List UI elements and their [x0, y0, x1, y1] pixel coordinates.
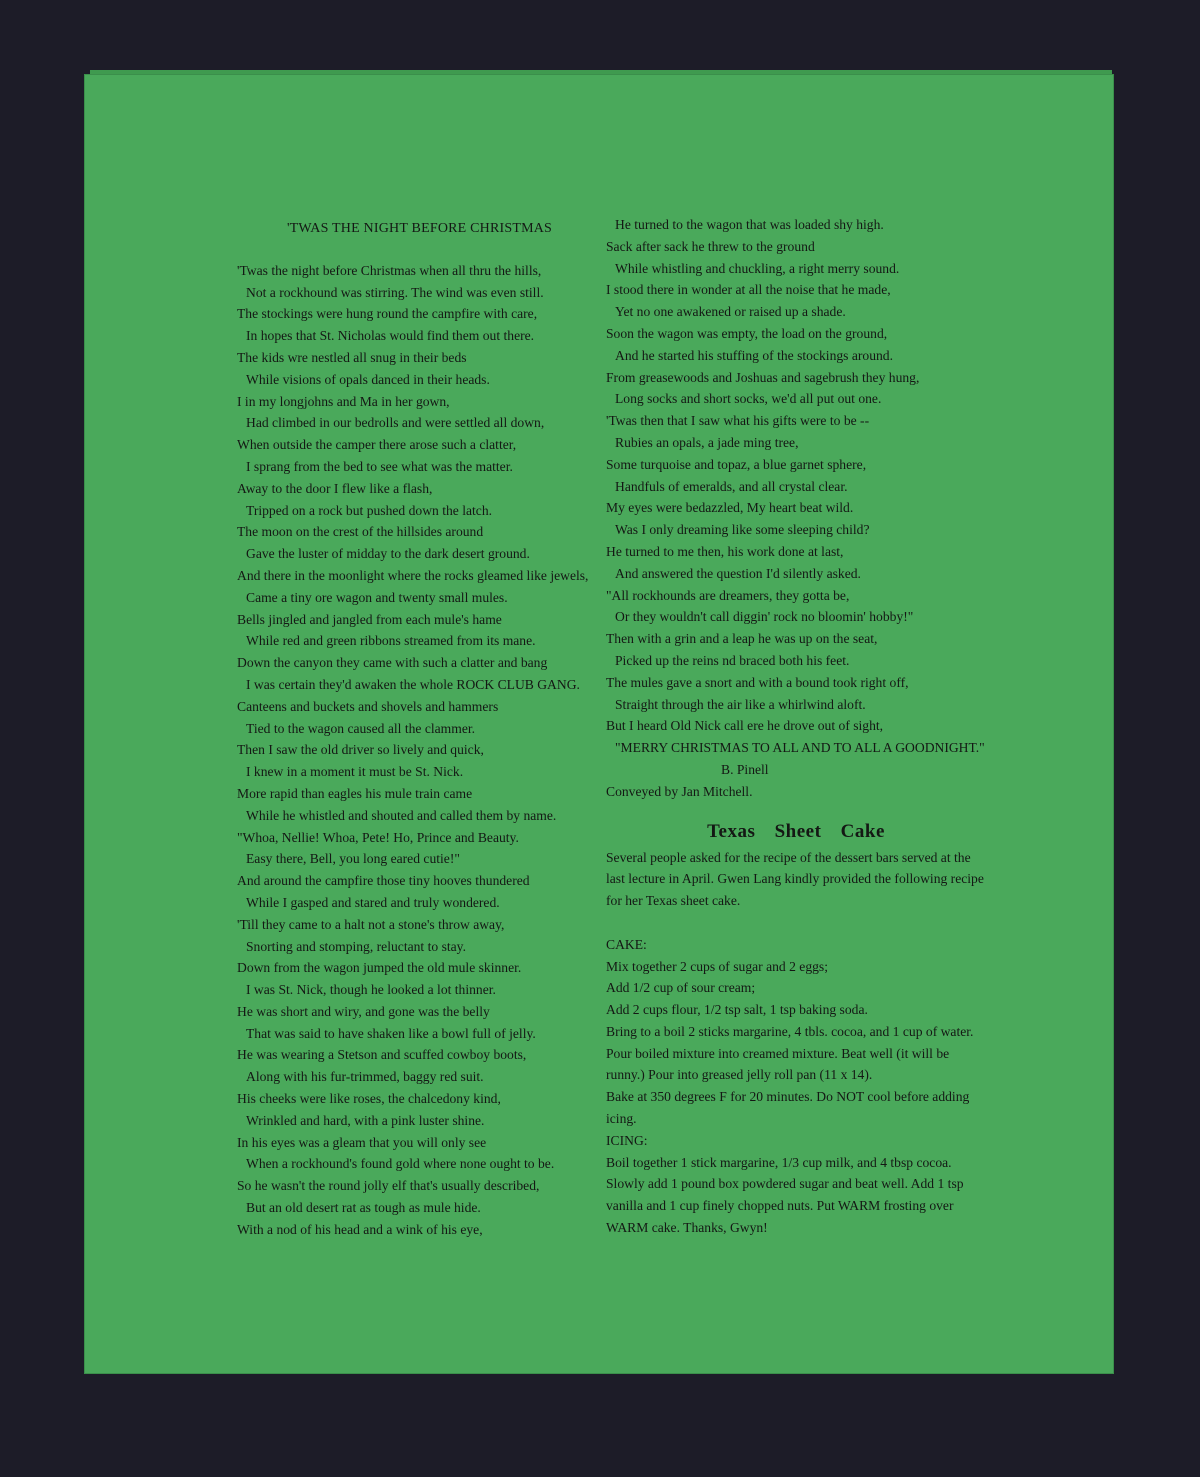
poem-author: B. Pinell	[721, 761, 769, 777]
cake-step: Add 2 cups flour, 1/2 tsp salt, 1 tsp baking soda.	[606, 1002, 868, 1018]
poem-line: But an old desert rat as tough as mule hide.	[246, 1200, 481, 1216]
poem-line: "MERRY CHRISTMAS TO ALL AND TO ALL A GOODNIGHT."	[615, 740, 985, 756]
poem-line: With a nod of his head and a wink of his eye,	[237, 1221, 483, 1237]
poem-line: Not a rockhound was stirring. The wind was even still.	[246, 284, 544, 300]
cake-step: Mix together 2 cups of sugar and 2 eggs;	[606, 958, 828, 974]
poem-line: While he whistled and shouted and called them by name.	[246, 807, 557, 823]
poem-line: Tripped on a rock but pushed down the latch.	[246, 502, 493, 518]
poem-line: The kids wre nestled all snug in their beds	[237, 349, 467, 365]
poem-left-column	[237, 218, 602, 1241]
poem-line: In his eyes was a gleam that you will only see	[237, 1134, 487, 1150]
poem-line: He turned to me then, his work done at last,	[606, 543, 844, 559]
icing-heading: ICING:	[606, 1132, 648, 1148]
poem-line: When a rockhound's found gold where none ought to be.	[246, 1156, 555, 1172]
poem-line: While whistling and chuckling, a right merry sound.	[615, 260, 900, 276]
poem-line: Canteens and buckets and shovels and hammers	[237, 698, 499, 714]
poem-line: Or they wouldn't call diggin' rock no bloomin' hobby!"	[615, 609, 914, 625]
poem-line: Tied to the wagon caused all the clammer.	[246, 720, 476, 736]
poem-line: Then with a grin and a leap he was up on the seat,	[606, 631, 878, 647]
poem-line: Was I only dreaming like some sleeping child?	[615, 522, 870, 538]
icing-instructions: Boil together 1 stick margarine, 1/3 cup milk, and 4 tbsp cocoa. Slowly add 1 pound box powdered sugar and beat well. Add 1 tsp vanilla and 1 cup finely chopped nuts. Put WARM frosting over WARM cake. Thanks, Gwyn!	[606, 1154, 964, 1236]
poem-line: "All rockhounds are dreamers, they gotta be,	[606, 587, 850, 603]
poem-line: I was certain they'd awaken the whole ROCK CLUB GANG.	[246, 676, 580, 692]
poem-line: Along with his fur-trimmed, baggy red suit.	[246, 1069, 484, 1085]
poem-line: And around the campfire those tiny hooves thundered	[237, 873, 530, 889]
poem-line: Wrinkled and hard, with a pink luster shine.	[246, 1112, 485, 1128]
poem-line: And there in the moonlight where the rocks gleamed like jewels,	[237, 567, 589, 583]
poem-line: Soon the wagon was empty, the load on the ground,	[606, 325, 888, 341]
poem-line: Straight through the air like a whirlwind aloft.	[615, 696, 866, 712]
poem-line: I stood there in wonder at all the noise that he made,	[606, 282, 891, 298]
poem-line: In hopes that St. Nicholas would find them out there.	[246, 328, 535, 344]
poem-line: 'Till they came to a halt not a stone's throw away,	[237, 916, 505, 932]
poem-line: 'Twas the night before Christmas when all thru the hills,	[237, 262, 542, 278]
poem-line: And he started his stuffing of the stockings around.	[615, 347, 894, 363]
poem-line: Some turquoise and topaz, a blue garnet sphere,	[606, 456, 867, 472]
poem-line: Down from the wagon jumped the old mule skinner.	[237, 960, 522, 976]
poem-line: Had climbed in our bedrolls and were settled all down,	[246, 415, 545, 431]
poem-line: That was said to have shaken like a bowl full of jelly.	[246, 1025, 536, 1041]
poem-line: Came a tiny ore wagon and twenty small mules.	[246, 589, 508, 605]
poem-line: My eyes were bedazzled, My heart beat wild.	[606, 500, 854, 516]
poem-line: The moon on the crest of the hillsides around	[237, 524, 484, 540]
poem-line: When outside the camper there arose such a clatter,	[237, 437, 517, 453]
poem-line: Sack after sack he threw to the ground	[606, 238, 815, 254]
poem-line: Bells jingled and jangled from each mule's hame	[237, 611, 502, 627]
poem-line: Away to the door I flew like a flash,	[237, 480, 433, 496]
poem-title: 'TWAS THE NIGHT BEFORE CHRISTMAS	[286, 221, 553, 236]
poem-line: So he wasn't the round jolly elf that's usually described,	[237, 1178, 540, 1194]
poem-line: Snorting and stomping, reluctant to stay.	[246, 938, 466, 954]
poem-line: From greasewoods and Joshuas and sagebrush they hung,	[606, 369, 920, 385]
poem-line: The stockings were hung round the campfire with care,	[237, 306, 538, 322]
poem-line: He was wearing a Stetson and scuffed cowboy boots,	[237, 1047, 527, 1063]
poem-line: Rubies an opals, a jade ming tree,	[615, 434, 799, 450]
poem-line: But I heard Old Nick call ere he drove out of sight,	[606, 718, 884, 734]
poem-line: While red and green ribbons streamed from its mane.	[246, 633, 536, 649]
poem-line: I was St. Nick, though he looked a lot thinner.	[246, 982, 496, 998]
poem-line: Easy there, Bell, you long eared cutie!"	[246, 851, 460, 867]
poem-line: Long socks and short socks, we'd all put out one.	[615, 391, 882, 407]
poem-line: 'Twas then that I saw what his gifts were to be --	[606, 413, 870, 429]
poem-line: The mules gave a snort and with a bound took right off,	[606, 674, 909, 690]
poem-line: His cheeks were like roses, the chalcedony kind,	[237, 1091, 501, 1107]
cake-heading: CAKE:	[606, 936, 647, 952]
poem-line: And answered the question I'd silently asked.	[615, 565, 861, 581]
poem-line: Handfuls of emeralds, and all crystal clear.	[615, 478, 848, 494]
poem-line: "Whoa, Nellie! Whoa, Pete! Ho, Prince and Beauty.	[237, 829, 519, 845]
cake-step: Add 1/2 cup of sour cream;	[606, 980, 756, 996]
poem-line: More rapid than eagles his mule train came	[237, 785, 473, 801]
right-column	[606, 214, 986, 1239]
poem-line: Then I saw the old driver so lively and quick,	[237, 742, 484, 758]
poem-line: Picked up the reins nd braced both his feet.	[615, 652, 850, 668]
poem-line: He was short and wiry, and gone was the belly	[237, 1003, 490, 1019]
poem-line: I in my longjohns and Ma in her gown,	[237, 393, 450, 409]
poem-line: While I gasped and stared and truly wondered.	[246, 894, 500, 910]
poem-line: I sprang from the bed to see what was the matter.	[246, 458, 513, 474]
recipe-intro: Several people asked for the recipe of the dessert bars served at the last lecture in April. Gwen Lang kindly provided the following recipe for her Texas sheet cake.	[606, 849, 984, 909]
poem-line: Down the canyon they came with such a clatter and bang	[237, 655, 548, 671]
poem-line: Gave the luster of midday to the dark desert ground.	[246, 546, 530, 562]
recipe-title: Texas Sheet Cake	[707, 820, 885, 842]
poem-line: While visions of opals danced in their heads.	[246, 371, 490, 387]
cake-step: Pour boiled mixture into creamed mixture. Beat well (it will be runny.) Pour into greased jelly roll pan (11 x 14).	[606, 1045, 950, 1083]
spacer	[606, 912, 986, 934]
poem-line: Yet no one awakened or raised up a shade.	[615, 304, 846, 320]
cake-step: Bring to a boil 2 sticks margarine, 4 tbls. cocoa, and 1 cup of water.	[606, 1023, 974, 1039]
poem-conveyed-by: Conveyed by Jan Mitchell.	[606, 783, 753, 799]
green-paper-sheet	[84, 74, 1114, 1374]
poem-line: He turned to the wagon that was loaded shy high.	[615, 217, 884, 232]
cake-step: Bake at 350 degrees F for 20 minutes. Do NOT cool before adding icing.	[606, 1089, 970, 1127]
poem-line: I knew in a moment it must be St. Nick.	[246, 764, 464, 780]
